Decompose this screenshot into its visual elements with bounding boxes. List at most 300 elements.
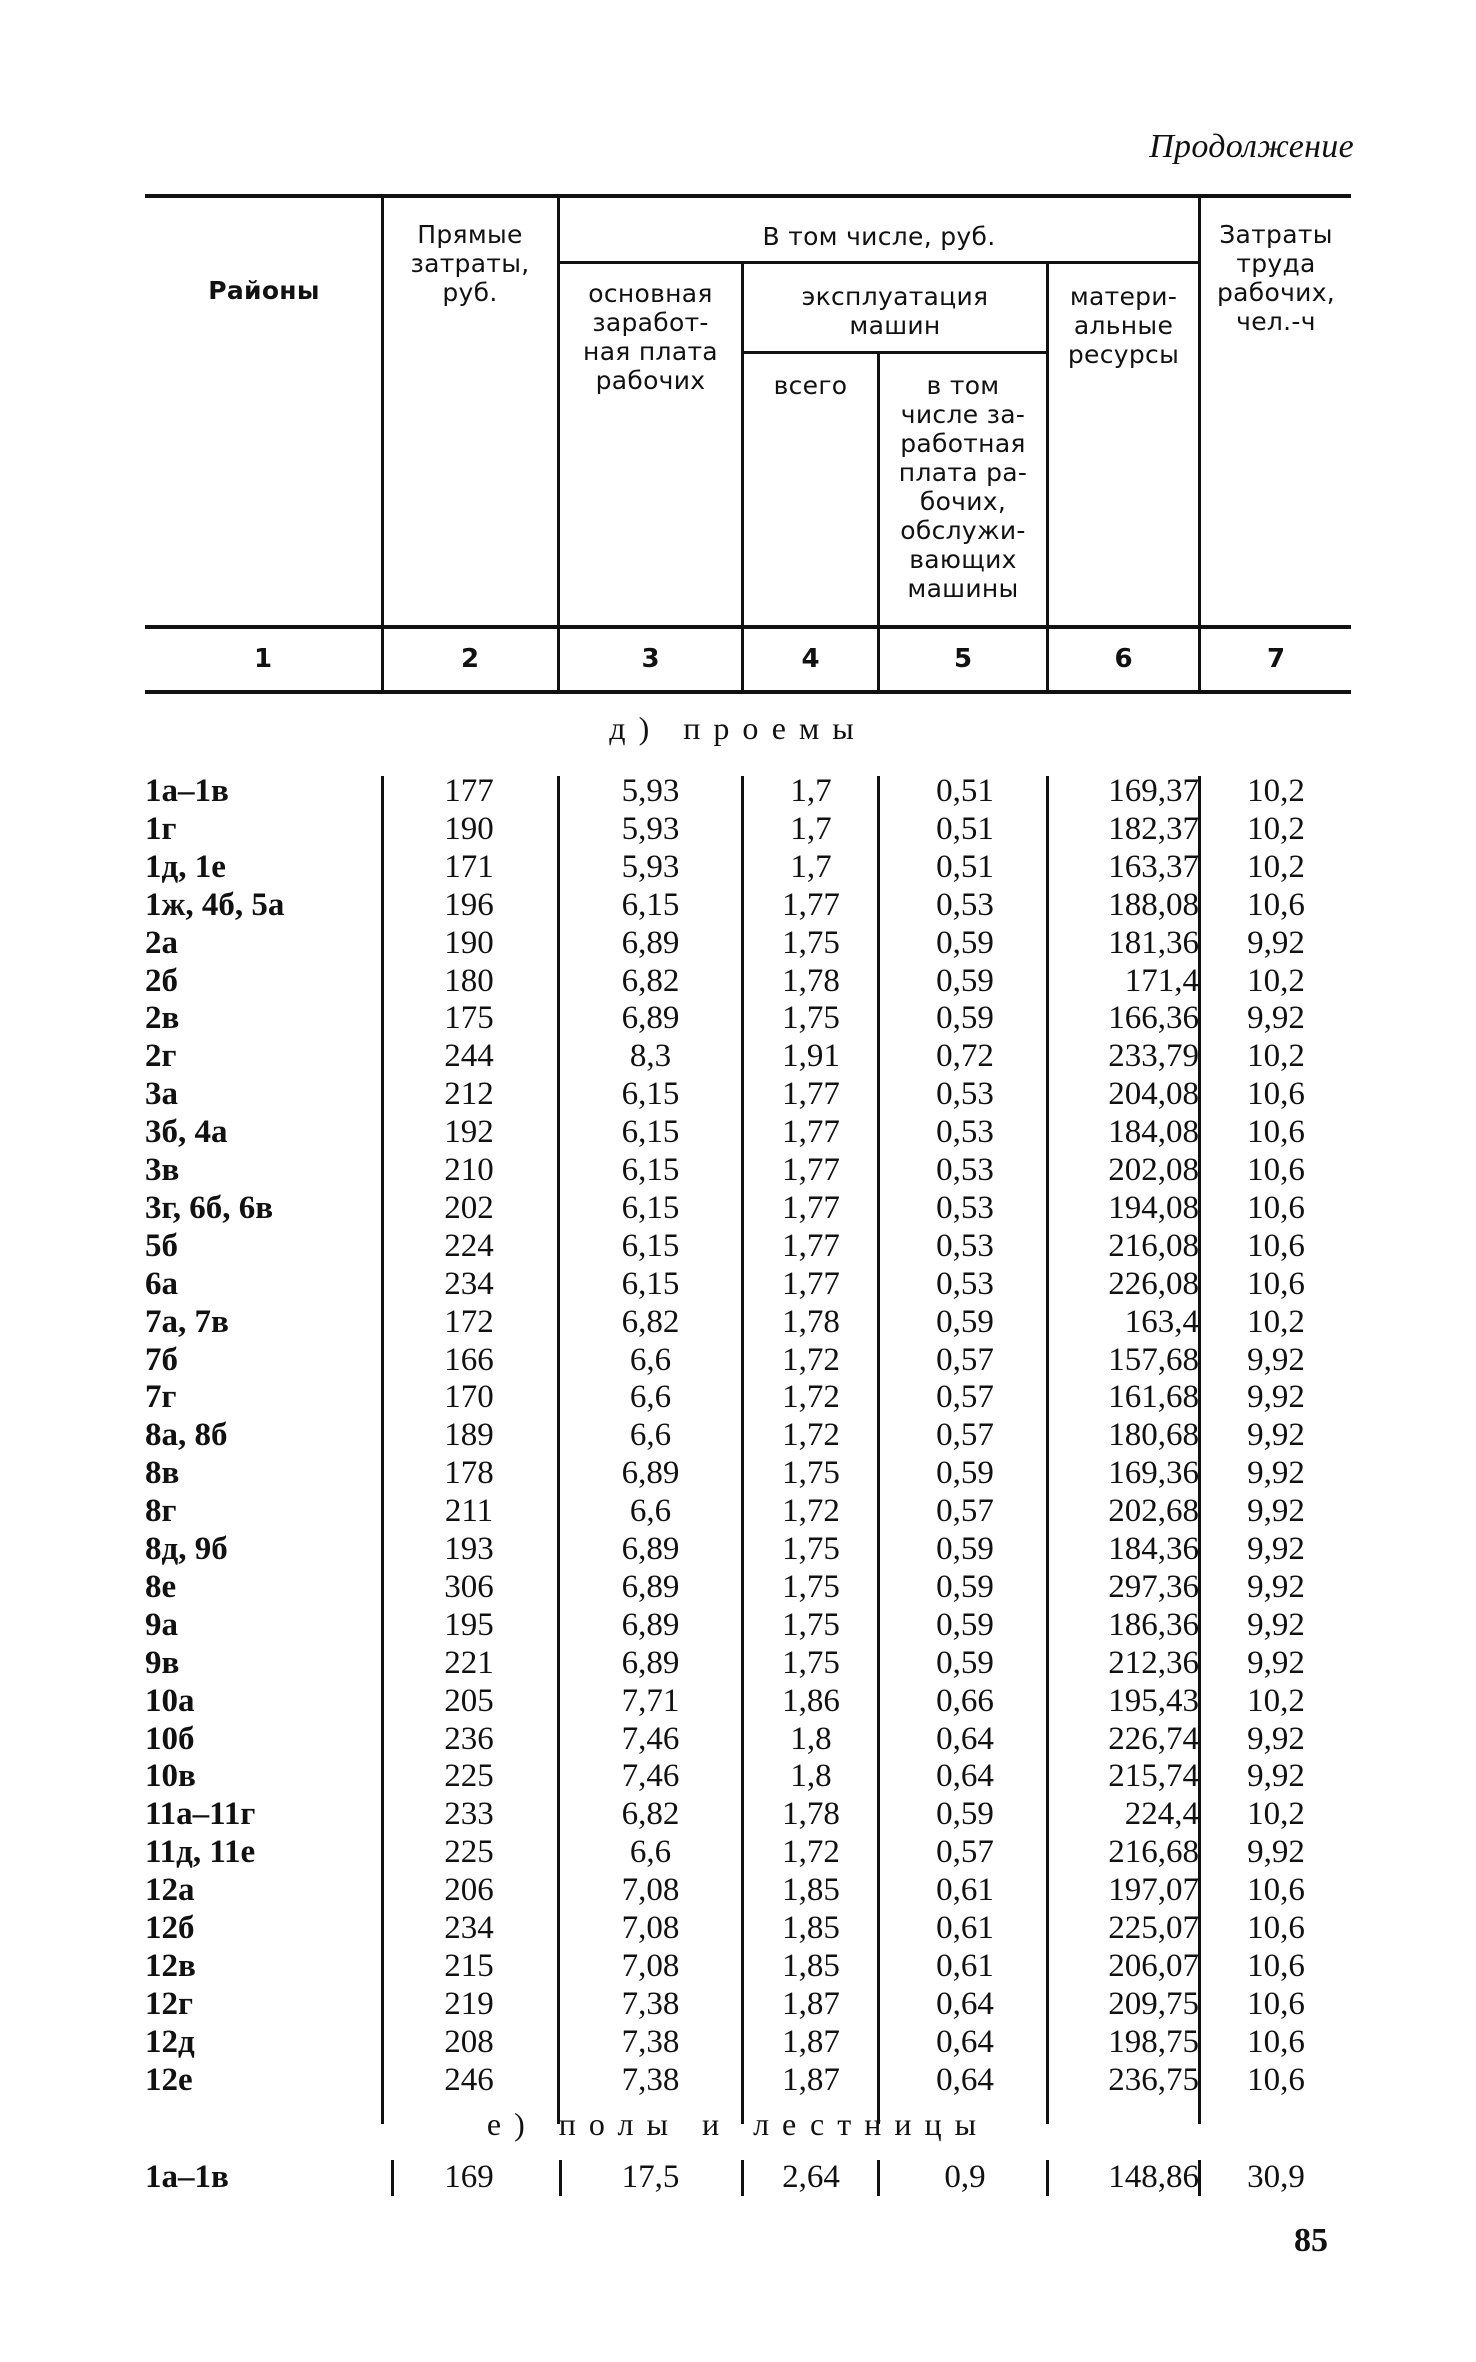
column-number-rule <box>145 690 1351 694</box>
cell-machines-total: 1,7 <box>790 849 832 885</box>
table-row <box>0 1303 1476 1341</box>
cell-labor: 10,6 <box>1247 1190 1305 1226</box>
cell-region: 2б <box>145 963 178 999</box>
cell-region: 8в <box>145 1455 180 1491</box>
cell-labor: 10,6 <box>1247 1228 1305 1264</box>
cell-direct: 225 <box>444 1834 494 1870</box>
cell-wages: 5,93 <box>621 773 680 809</box>
cell-wages: 6,15 <box>621 887 680 923</box>
cell-materials: 181,36 <box>1108 925 1199 961</box>
cell-wages: 6,89 <box>621 1645 680 1681</box>
cell-direct: 171 <box>444 849 494 885</box>
cell-machines-total: 1,72 <box>782 1379 840 1415</box>
cell-machines-total: 1,91 <box>782 1038 840 1074</box>
cell-labor: 9,92 <box>1247 1645 1305 1681</box>
cell-direct: 212 <box>444 1076 494 1112</box>
cell-wages: 6,89 <box>621 1569 680 1605</box>
table-row <box>0 924 1476 962</box>
cell-labor: 10,6 <box>1247 1872 1305 1908</box>
table-row <box>0 999 1476 1037</box>
cell-wages: 6,15 <box>621 1076 680 1112</box>
table-row <box>0 1606 1476 1644</box>
table-row <box>0 1151 1476 1189</box>
cell-wages: 5,93 <box>621 811 680 847</box>
cell-machine-wages: 0,59 <box>936 1000 994 1036</box>
cell-region: 5б <box>145 1228 178 1264</box>
cell-region: 1а–1в <box>145 2159 229 2195</box>
cell-labor: 30,9 <box>1247 2159 1305 2195</box>
cell-materials: 209,75 <box>1108 1986 1199 2022</box>
table-row <box>0 1871 1476 1909</box>
table-row <box>0 1909 1476 1947</box>
cell-region: 12а <box>145 1872 195 1908</box>
cell-materials: 216,08 <box>1108 1228 1199 1264</box>
cell-machines-total: 1,87 <box>782 2024 840 2060</box>
cell-machine-wages: 0,53 <box>936 1190 994 1226</box>
cell-machines-total: 1,72 <box>782 1417 840 1453</box>
cell-wages: 7,46 <box>621 1758 680 1794</box>
cell-region: 8д, 9б <box>145 1531 228 1567</box>
cell-labor: 10,2 <box>1247 1038 1305 1074</box>
cell-region: 9а <box>145 1607 178 1643</box>
cell-labor: 10,2 <box>1247 1304 1305 1340</box>
cell-materials: 202,08 <box>1108 1152 1199 1188</box>
cell-direct: 224 <box>444 1228 494 1264</box>
section-title: д) проемы <box>609 710 867 746</box>
cell-labor: 9,92 <box>1247 1758 1305 1794</box>
cell-region: 2а <box>145 925 178 961</box>
cell-wages: 6,82 <box>621 963 680 999</box>
cell-wages: 6,89 <box>621 1607 680 1643</box>
cell-direct: 219 <box>444 1986 494 2022</box>
table-row <box>0 1985 1476 2023</box>
column-number: 3 <box>641 644 660 674</box>
cell-labor: 10,6 <box>1247 1266 1305 1302</box>
cell-direct: 180 <box>444 963 494 999</box>
cell-region: 10б <box>145 1721 195 1757</box>
cell-region: 8е <box>145 1569 177 1605</box>
table-row <box>0 1682 1476 1720</box>
table-row <box>0 886 1476 924</box>
table-row <box>0 1189 1476 1227</box>
cell-machine-wages: 0,9 <box>944 2159 986 2195</box>
cell-machines-total: 1,86 <box>782 1683 840 1719</box>
cell-labor: 9,92 <box>1247 925 1305 961</box>
cell-machines-total: 1,8 <box>790 1758 832 1794</box>
table-row <box>0 1947 1476 1985</box>
cell-labor: 10,6 <box>1247 2024 1305 2060</box>
cell-labor: 9,92 <box>1247 1607 1305 1643</box>
cell-direct: 190 <box>444 811 494 847</box>
cell-wages: 7,46 <box>621 1721 680 1757</box>
cell-materials: 206,07 <box>1108 1948 1199 1984</box>
cell-machine-wages: 0,53 <box>936 1114 994 1150</box>
cell-labor: 9,92 <box>1247 1493 1305 1529</box>
header-regions: Районы <box>208 276 320 305</box>
cell-machines-total: 1,77 <box>782 1076 840 1112</box>
cell-wages: 7,08 <box>621 1948 680 1984</box>
cell-wages: 6,89 <box>621 1531 680 1567</box>
cell-labor: 10,6 <box>1247 1114 1305 1150</box>
cell-machine-wages: 0,53 <box>936 1228 994 1264</box>
table-row <box>0 1644 1476 1682</box>
table-row <box>0 2061 1476 2099</box>
table-row <box>0 1075 1476 1113</box>
cell-labor: 10,6 <box>1247 1910 1305 1946</box>
header-machine-wages: в том числе за- работная плата ра- бочих, обслужи- вающих машины <box>898 371 1028 603</box>
cell-wages: 5,93 <box>621 849 680 885</box>
cell-materials: 202,68 <box>1108 1493 1199 1529</box>
cell-direct: 246 <box>444 2062 494 2098</box>
cell-materials: 197,07 <box>1108 1872 1199 1908</box>
cell-direct: 170 <box>444 1379 494 1415</box>
header-divider <box>557 196 560 691</box>
cell-wages: 6,82 <box>621 1796 680 1832</box>
cell-materials: 180,68 <box>1108 1417 1199 1453</box>
cell-machine-wages: 0,64 <box>936 1758 994 1794</box>
cell-machine-wages: 0,57 <box>936 1342 994 1378</box>
cell-wages: 8,3 <box>629 1038 672 1074</box>
cell-machines-total: 1,8 <box>790 1721 832 1757</box>
cell-machine-wages: 0,53 <box>936 887 994 923</box>
header-machines-total: всего <box>773 371 848 400</box>
table-row <box>0 1378 1476 1416</box>
header-machine-operation: эксплуатация машин <box>801 282 989 340</box>
cell-region: 12г <box>145 1986 193 2022</box>
cell-machine-wages: 0,66 <box>936 1683 994 1719</box>
cell-wages: 6,6 <box>629 1834 672 1870</box>
cell-region: 8г <box>145 1493 177 1529</box>
cell-direct: 175 <box>444 1000 494 1036</box>
table-row <box>0 1757 1476 1795</box>
cell-direct: 192 <box>444 1114 494 1150</box>
cell-machines-total: 1,72 <box>782 1493 840 1529</box>
cell-machines-total: 1,75 <box>782 1607 840 1643</box>
table-row <box>0 2158 1476 2196</box>
cell-machine-wages: 0,59 <box>936 1607 994 1643</box>
cell-machine-wages: 0,59 <box>936 1645 994 1681</box>
cell-machine-wages: 0,51 <box>936 811 994 847</box>
cell-wages: 6,15 <box>621 1190 680 1226</box>
cell-wages: 17,5 <box>621 2159 680 2195</box>
cell-wages: 7,38 <box>621 2062 680 2098</box>
cell-materials: 184,36 <box>1108 1531 1199 1567</box>
header-direct-costs: Прямые затраты, руб. <box>410 220 530 307</box>
table-row <box>0 848 1476 886</box>
cell-region: 3б, 4а <box>145 1114 228 1150</box>
cell-region: 12б <box>145 1910 195 1946</box>
cell-machine-wages: 0,57 <box>936 1379 994 1415</box>
cell-materials: 297,36 <box>1108 1569 1199 1605</box>
table-row <box>0 1720 1476 1758</box>
cell-machine-wages: 0,53 <box>936 1266 994 1302</box>
cell-machine-wages: 0,61 <box>936 1910 994 1946</box>
table-row <box>0 772 1476 810</box>
cell-wages: 6,6 <box>629 1379 672 1415</box>
cell-machines-total: 1,78 <box>782 963 840 999</box>
cell-direct: 236 <box>444 1721 494 1757</box>
cell-machines-total: 1,78 <box>782 1304 840 1340</box>
cell-machine-wages: 0,64 <box>936 2024 994 2060</box>
column-number: 2 <box>460 644 480 674</box>
column-number: 1 <box>253 644 273 674</box>
cell-machine-wages: 0,61 <box>936 1872 994 1908</box>
cell-labor: 10,6 <box>1247 1986 1305 2022</box>
cell-materials: 233,79 <box>1108 1038 1199 1074</box>
cell-machines-total: 1,7 <box>790 811 832 847</box>
cell-labor: 9,92 <box>1247 1569 1305 1605</box>
cell-direct: 233 <box>444 1796 494 1832</box>
cell-machines-total: 2,64 <box>782 2159 840 2195</box>
cell-labor: 10,2 <box>1247 811 1305 847</box>
cell-region: 10а <box>145 1683 195 1719</box>
cell-region: 12в <box>145 1948 196 1984</box>
cell-direct: 195 <box>444 1607 494 1643</box>
cell-machines-total: 1,85 <box>782 1948 840 1984</box>
cell-region: 9в <box>145 1645 180 1681</box>
table-row <box>0 1416 1476 1454</box>
table-row <box>0 1492 1476 1530</box>
cell-wages: 6,15 <box>621 1266 680 1302</box>
cell-direct: 225 <box>444 1758 494 1794</box>
cell-machines-total: 1,77 <box>782 1152 840 1188</box>
cell-machine-wages: 0,64 <box>936 2062 994 2098</box>
table-row <box>0 1265 1476 1303</box>
header-basic-wages: основная заработ- ная плата рабочих <box>583 279 718 395</box>
cell-materials: 188,08 <box>1108 887 1199 923</box>
cell-materials: 225,07 <box>1108 1910 1199 1946</box>
cell-region: 8а, 8б <box>145 1417 228 1453</box>
cell-machine-wages: 0,57 <box>936 1417 994 1453</box>
cell-machine-wages: 0,59 <box>936 1304 994 1340</box>
cell-machine-wages: 0,59 <box>936 963 994 999</box>
header-bottom-rule <box>145 625 1351 629</box>
cell-machine-wages: 0,51 <box>936 849 994 885</box>
cell-machine-wages: 0,57 <box>936 1834 994 1870</box>
table-row <box>0 810 1476 848</box>
cell-direct: 177 <box>444 773 494 809</box>
cell-materials: 195,43 <box>1108 1683 1199 1719</box>
cell-machines-total: 1,85 <box>782 1872 840 1908</box>
header-materials: матери- альные ресурсы <box>1067 282 1180 369</box>
cell-materials: 186,36 <box>1108 1607 1199 1643</box>
cell-region: 10в <box>145 1758 196 1794</box>
cell-materials: 163,37 <box>1108 849 1199 885</box>
table-row <box>0 1568 1476 1606</box>
cell-materials: 182,37 <box>1108 811 1199 847</box>
cell-labor: 10,6 <box>1247 2062 1305 2098</box>
cell-wages: 6,15 <box>621 1114 680 1150</box>
cell-wages: 6,89 <box>621 1455 680 1491</box>
cell-machines-total: 1,87 <box>782 1986 840 2022</box>
cell-labor: 9,92 <box>1247 1000 1305 1036</box>
cell-machines-total: 1,75 <box>782 925 840 961</box>
cell-region: 1ж, 4б, 5а <box>145 887 285 923</box>
cell-machine-wages: 0,72 <box>936 1038 994 1074</box>
cell-machine-wages: 0,64 <box>936 1986 994 2022</box>
cell-machines-total: 1,78 <box>782 1796 840 1832</box>
table-row <box>0 1341 1476 1379</box>
cell-labor: 9,92 <box>1247 1455 1305 1491</box>
cell-materials: 163,4 <box>1124 1304 1199 1340</box>
column-number: 4 <box>801 644 820 674</box>
cell-machines-total: 1,75 <box>782 1455 840 1491</box>
cell-machines-total: 1,77 <box>782 1228 840 1264</box>
cell-direct: 172 <box>444 1304 494 1340</box>
cell-wages: 6,6 <box>629 1342 672 1378</box>
cell-materials: 169,36 <box>1108 1455 1199 1491</box>
cell-machine-wages: 0,57 <box>936 1493 994 1529</box>
cell-wages: 6,6 <box>629 1417 672 1453</box>
cell-wages: 7,71 <box>621 1683 680 1719</box>
cell-region: 2г <box>145 1038 177 1074</box>
cell-machine-wages: 0,61 <box>936 1948 994 1984</box>
cell-region: 12д <box>145 2024 195 2060</box>
cell-wages: 6,15 <box>621 1228 680 1264</box>
cell-direct: 221 <box>444 1645 494 1681</box>
cell-machines-total: 1,85 <box>782 1910 840 1946</box>
cell-labor: 10,2 <box>1247 1796 1305 1832</box>
cell-direct: 244 <box>444 1038 494 1074</box>
cell-wages: 6,15 <box>621 1152 680 1188</box>
cell-direct: 166 <box>444 1342 494 1378</box>
cell-region: 11а–11г <box>145 1796 256 1832</box>
cell-wages: 7,08 <box>621 1910 680 1946</box>
cell-labor: 10,6 <box>1247 1076 1305 1112</box>
cell-region: 11д, 11е <box>145 1834 256 1870</box>
cell-region: 1а–1в <box>145 773 229 809</box>
table-row <box>0 1227 1476 1265</box>
table-row <box>0 1795 1476 1833</box>
cell-materials: 169,37 <box>1108 773 1199 809</box>
cell-wages: 7,08 <box>621 1872 680 1908</box>
column-number: 5 <box>953 644 973 674</box>
cell-labor: 10,2 <box>1247 773 1305 809</box>
continuation-label: Продолжение <box>1149 128 1354 165</box>
table-row <box>0 1833 1476 1871</box>
cell-machines-total: 1,87 <box>782 2062 840 2098</box>
cell-region: 1д, 1е <box>145 849 226 885</box>
cell-labor: 10,6 <box>1247 1152 1305 1188</box>
cell-region: 6а <box>145 1266 178 1302</box>
cell-machines-total: 1,77 <box>782 1114 840 1150</box>
cell-wages: 6,89 <box>621 925 680 961</box>
cell-materials: 166,36 <box>1108 1000 1199 1036</box>
table-top-rule <box>145 194 1351 198</box>
column-number: 6 <box>1114 644 1133 674</box>
table-row <box>0 1037 1476 1075</box>
cell-materials: 224,4 <box>1124 1796 1199 1832</box>
cell-machine-wages: 0,59 <box>936 1569 994 1605</box>
cell-labor: 9,92 <box>1247 1721 1305 1757</box>
cell-labor: 9,92 <box>1247 1417 1305 1453</box>
header-including: В том числе, руб. <box>762 222 996 251</box>
cell-labor: 9,92 <box>1247 1342 1305 1378</box>
cell-wages: 7,38 <box>621 2024 680 2060</box>
cell-machines-total: 1,75 <box>782 1531 840 1567</box>
cell-materials: 198,75 <box>1108 2024 1199 2060</box>
cell-region: 1г <box>145 811 177 847</box>
table-row <box>0 962 1476 1000</box>
table-row <box>0 1113 1476 1151</box>
cell-materials: 148,86 <box>1108 2159 1199 2195</box>
cell-region: 3в <box>145 1152 180 1188</box>
cell-labor: 10,6 <box>1247 887 1305 923</box>
cell-machines-total: 1,75 <box>782 1000 840 1036</box>
cell-labor: 9,92 <box>1247 1531 1305 1567</box>
cell-direct: 306 <box>444 1569 494 1605</box>
cell-machine-wages: 0,59 <box>936 1531 994 1567</box>
cell-materials: 204,08 <box>1108 1076 1199 1112</box>
cell-machine-wages: 0,51 <box>936 773 994 809</box>
cell-machine-wages: 0,59 <box>936 1796 994 1832</box>
cell-direct: 234 <box>444 1910 494 1946</box>
header-labor: Затраты труда рабочих, чел.-ч <box>1216 220 1336 336</box>
cell-labor: 10,2 <box>1247 849 1305 885</box>
cell-region: 2в <box>145 1000 180 1036</box>
cell-direct: 190 <box>444 925 494 961</box>
cell-direct: 206 <box>444 1872 494 1908</box>
cell-machine-wages: 0,53 <box>936 1152 994 1188</box>
cell-materials: 215,74 <box>1108 1758 1199 1794</box>
cell-materials: 216,68 <box>1108 1834 1199 1870</box>
table-row <box>0 1454 1476 1492</box>
cell-machine-wages: 0,53 <box>936 1076 994 1112</box>
cell-materials: 226,08 <box>1108 1266 1199 1302</box>
cell-region: 3а <box>145 1076 178 1112</box>
cell-wages: 7,38 <box>621 1986 680 2022</box>
cell-materials: 184,08 <box>1108 1114 1199 1150</box>
cell-labor: 9,92 <box>1247 1379 1305 1415</box>
cell-labor: 10,6 <box>1247 1948 1305 1984</box>
cell-machines-total: 1,77 <box>782 887 840 923</box>
column-number: 7 <box>1266 644 1286 674</box>
cell-wages: 6,89 <box>621 1000 680 1036</box>
cell-materials: 161,68 <box>1108 1379 1199 1415</box>
section-title: е) полы и лестницы <box>486 2106 990 2142</box>
cell-direct: 193 <box>444 1531 494 1567</box>
cell-direct: 205 <box>444 1683 494 1719</box>
cell-direct: 215 <box>444 1948 494 1984</box>
cell-wages: 6,6 <box>629 1493 672 1529</box>
cell-region: 7г <box>145 1379 177 1415</box>
table-row <box>0 1530 1476 1568</box>
cell-direct: 196 <box>444 887 494 923</box>
cell-materials: 171,4 <box>1124 963 1199 999</box>
cell-machines-total: 1,75 <box>782 1645 840 1681</box>
cell-machines-total: 1,72 <box>782 1834 840 1870</box>
cell-labor: 10,2 <box>1247 1683 1305 1719</box>
cell-machines-total: 1,75 <box>782 1569 840 1605</box>
machine-group-rule <box>741 351 1047 354</box>
cell-wages: 6,82 <box>621 1304 680 1340</box>
cell-direct: 178 <box>444 1455 494 1491</box>
cell-machine-wages: 0,59 <box>936 925 994 961</box>
cell-region: 7а, 7в <box>145 1304 229 1340</box>
cell-materials: 194,08 <box>1108 1190 1199 1226</box>
cell-machine-wages: 0,59 <box>936 1455 994 1491</box>
cell-region: 3г, 6б, 6в <box>145 1190 274 1226</box>
including-group-rule <box>557 261 1199 264</box>
cell-labor: 9,92 <box>1247 1834 1305 1870</box>
page-number: 85 <box>1294 2222 1328 2259</box>
cell-machines-total: 1,72 <box>782 1342 840 1378</box>
cell-materials: 212,36 <box>1108 1645 1199 1681</box>
cell-machines-total: 1,77 <box>782 1190 840 1226</box>
cell-direct: 234 <box>444 1266 494 1302</box>
cell-region: 7б <box>145 1342 178 1378</box>
cell-direct: 202 <box>444 1190 494 1226</box>
